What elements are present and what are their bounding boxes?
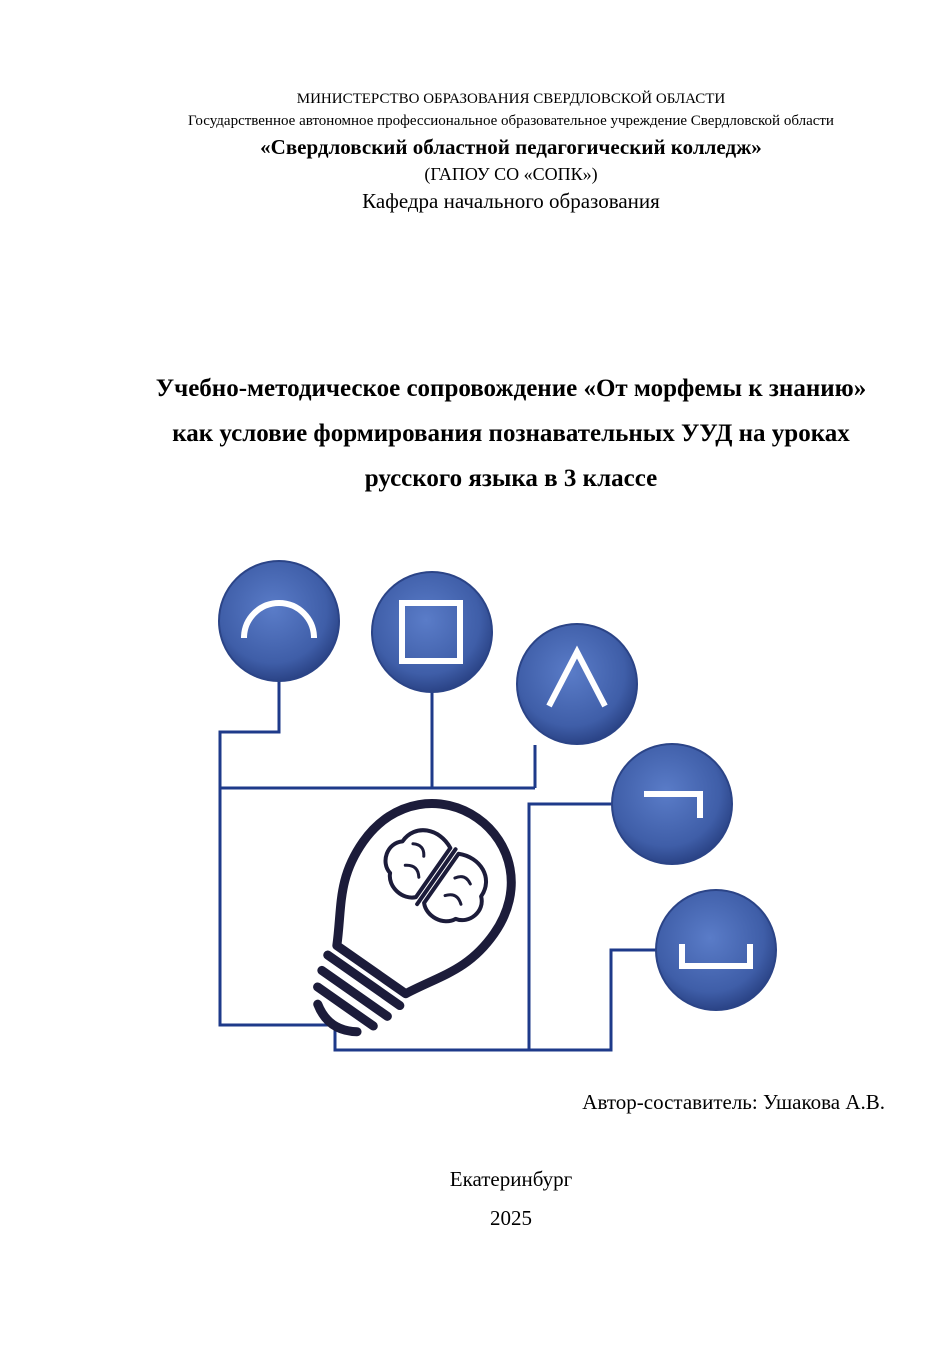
- title-line-3: русского языка в 3 классе: [364, 465, 658, 492]
- prefix-square-icon: [372, 572, 492, 692]
- title-line-2: как условие формирования познавательных УУД на уроках: [172, 420, 850, 447]
- author-line: Автор-составитель: Ушакова А.В.: [582, 1090, 885, 1114]
- department-name: Кафедра начального образования: [362, 189, 660, 213]
- ministry-name: МИНИСТЕРСТВО ОБРАЗОВАНИЯ СВЕРДЛОВСКОЙ ОБЛАСТИ: [296, 91, 726, 107]
- ending-bracket-icon: [656, 890, 776, 1010]
- prefix-corner-icon: [612, 744, 732, 864]
- college-abbreviation: (ГАПОУ СО «СОПК»): [424, 164, 598, 184]
- college-name: «Свердловский областной педагогический колледж»: [260, 135, 762, 159]
- root-arc-icon: [219, 561, 339, 681]
- institution-name: Государственное автономное профессиональное образовательное учреждение Свердловской области: [188, 113, 834, 129]
- city-name: Екатеринбург: [449, 1167, 573, 1191]
- publication-year: 2025: [490, 1206, 532, 1230]
- suffix-caret-icon: [517, 624, 637, 744]
- title-line-1: Учебно-методическое сопровождение «От морфемы к знанию»: [155, 375, 867, 402]
